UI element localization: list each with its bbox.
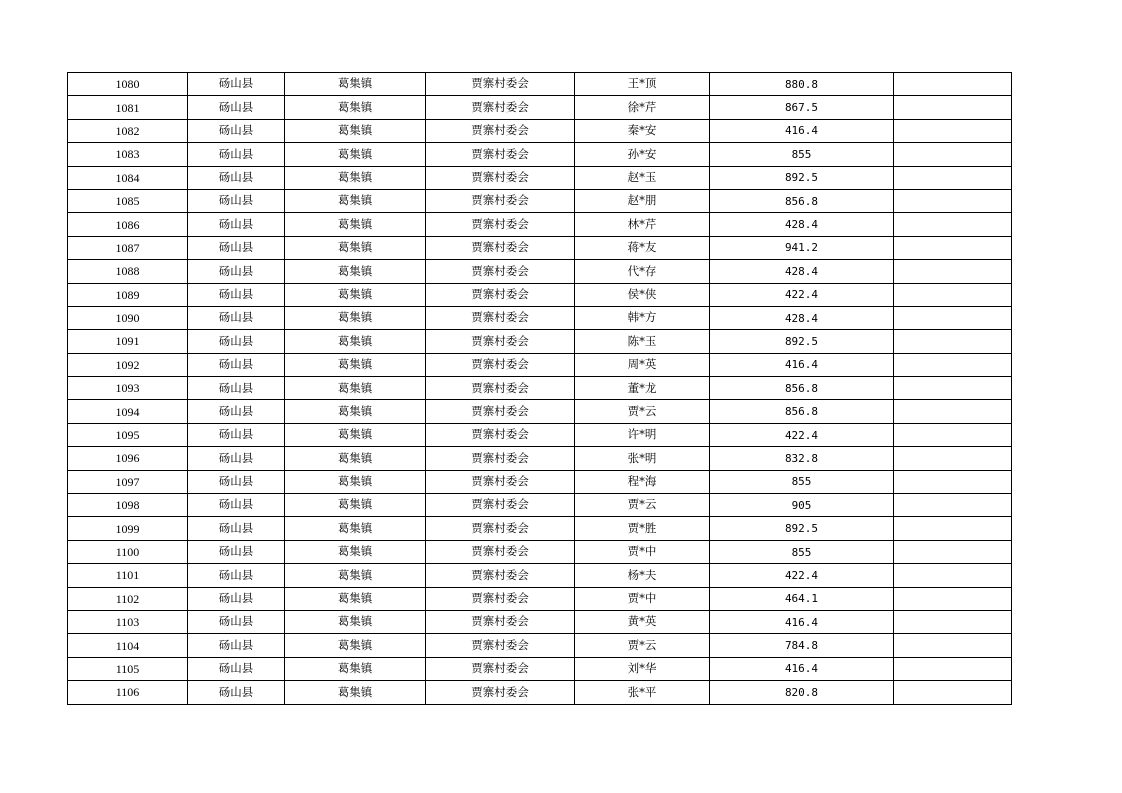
cell-serial-number: 1097 [68, 470, 188, 493]
cell-amount: 428.4 [710, 306, 894, 329]
cell-person-name: 杨*夫 [575, 564, 710, 587]
cell-serial-number: 1082 [68, 119, 188, 142]
cell-town: 葛集镇 [285, 260, 426, 283]
cell-serial-number: 1100 [68, 540, 188, 563]
cell-amount: 856.8 [710, 189, 894, 212]
cell-person-name: 贾*云 [575, 400, 710, 423]
cell-serial-number: 1101 [68, 564, 188, 587]
table-row [68, 166, 1012, 189]
cell-serial-number: 1105 [68, 657, 188, 680]
cell-remark [894, 73, 1012, 96]
cell-county: 砀山县 [188, 517, 285, 540]
cell-village-committee: 贾寨村委会 [426, 447, 575, 470]
cell-town: 葛集镇 [285, 330, 426, 353]
cell-amount: 422.4 [710, 564, 894, 587]
cell-serial-number: 1099 [68, 517, 188, 540]
cell-remark [894, 517, 1012, 540]
cell-town: 葛集镇 [285, 143, 426, 166]
cell-county: 砀山县 [188, 423, 285, 446]
cell-person-name: 王*顶 [575, 73, 710, 96]
cell-village-committee: 贾寨村委会 [426, 353, 575, 376]
cell-amount: 464.1 [710, 587, 894, 610]
cell-remark [894, 564, 1012, 587]
cell-serial-number: 1083 [68, 143, 188, 166]
table-row [68, 657, 1012, 680]
cell-remark [894, 494, 1012, 517]
cell-county: 砀山县 [188, 657, 285, 680]
table-row [68, 470, 1012, 493]
cell-town: 葛集镇 [285, 96, 426, 119]
cell-village-committee: 贾寨村委会 [426, 189, 575, 212]
cell-person-name: 贾*云 [575, 634, 710, 657]
table-row [68, 400, 1012, 423]
cell-remark [894, 681, 1012, 704]
table-row [68, 73, 1012, 96]
cell-county: 砀山县 [188, 330, 285, 353]
cell-village-committee: 贾寨村委会 [426, 143, 575, 166]
table-row [68, 610, 1012, 633]
cell-amount: 892.5 [710, 166, 894, 189]
cell-county: 砀山县 [188, 494, 285, 517]
cell-person-name: 陈*玉 [575, 330, 710, 353]
cell-village-committee: 贾寨村委会 [426, 587, 575, 610]
cell-amount: 428.4 [710, 260, 894, 283]
cell-village-committee: 贾寨村委会 [426, 540, 575, 563]
cell-county: 砀山县 [188, 540, 285, 563]
cell-village-committee: 贾寨村委会 [426, 236, 575, 259]
table-row [68, 494, 1012, 517]
cell-village-committee: 贾寨村委会 [426, 213, 575, 236]
cell-county: 砀山县 [188, 143, 285, 166]
table-row [68, 260, 1012, 283]
cell-county: 砀山县 [188, 166, 285, 189]
cell-serial-number: 1102 [68, 587, 188, 610]
cell-amount: 941.2 [710, 236, 894, 259]
cell-amount: 855 [710, 143, 894, 166]
cell-serial-number: 1084 [68, 166, 188, 189]
cell-remark [894, 540, 1012, 563]
cell-county: 砀山县 [188, 189, 285, 212]
cell-remark [894, 470, 1012, 493]
cell-serial-number: 1085 [68, 189, 188, 212]
cell-town: 葛集镇 [285, 447, 426, 470]
cell-person-name: 黄*英 [575, 610, 710, 633]
cell-serial-number: 1103 [68, 610, 188, 633]
cell-remark [894, 236, 1012, 259]
cell-person-name: 贾*胜 [575, 517, 710, 540]
cell-town: 葛集镇 [285, 213, 426, 236]
cell-serial-number: 1087 [68, 236, 188, 259]
cell-person-name: 董*龙 [575, 377, 710, 400]
cell-person-name: 周*英 [575, 353, 710, 376]
cell-county: 砀山县 [188, 73, 285, 96]
cell-person-name: 贾*中 [575, 587, 710, 610]
cell-amount: 855 [710, 470, 894, 493]
cell-person-name: 蒋*友 [575, 236, 710, 259]
cell-remark [894, 587, 1012, 610]
cell-remark [894, 657, 1012, 680]
cell-person-name: 贾*云 [575, 494, 710, 517]
cell-person-name: 侯*侠 [575, 283, 710, 306]
cell-person-name: 林*芹 [575, 213, 710, 236]
table-row [68, 353, 1012, 376]
cell-village-committee: 贾寨村委会 [426, 260, 575, 283]
cell-town: 葛集镇 [285, 423, 426, 446]
table-body [68, 73, 1012, 705]
cell-village-committee: 贾寨村委会 [426, 377, 575, 400]
cell-town: 葛集镇 [285, 610, 426, 633]
cell-remark [894, 213, 1012, 236]
cell-remark [894, 610, 1012, 633]
cell-amount: 867.5 [710, 96, 894, 119]
cell-county: 砀山县 [188, 353, 285, 376]
cell-remark [894, 283, 1012, 306]
cell-remark [894, 306, 1012, 329]
cell-county: 砀山县 [188, 306, 285, 329]
cell-village-committee: 贾寨村委会 [426, 634, 575, 657]
table-row [68, 143, 1012, 166]
cell-person-name: 张*平 [575, 681, 710, 704]
cell-town: 葛集镇 [285, 377, 426, 400]
cell-county: 砀山县 [188, 213, 285, 236]
cell-town: 葛集镇 [285, 306, 426, 329]
cell-county: 砀山县 [188, 634, 285, 657]
cell-town: 葛集镇 [285, 564, 426, 587]
table-row [68, 119, 1012, 142]
table-row [68, 283, 1012, 306]
cell-remark [894, 166, 1012, 189]
table-row [68, 213, 1012, 236]
cell-county: 砀山县 [188, 236, 285, 259]
cell-remark [894, 423, 1012, 446]
table-row [68, 587, 1012, 610]
cell-village-committee: 贾寨村委会 [426, 610, 575, 633]
cell-amount: 832.8 [710, 447, 894, 470]
cell-person-name: 孙*安 [575, 143, 710, 166]
cell-remark [894, 119, 1012, 142]
table-row [68, 330, 1012, 353]
cell-person-name: 韩*方 [575, 306, 710, 329]
cell-town: 葛集镇 [285, 166, 426, 189]
cell-person-name: 赵*朋 [575, 189, 710, 212]
cell-remark [894, 634, 1012, 657]
table-row [68, 517, 1012, 540]
data-table [67, 72, 1012, 705]
cell-amount: 416.4 [710, 610, 894, 633]
cell-amount: 905 [710, 494, 894, 517]
table-row [68, 306, 1012, 329]
cell-person-name: 许*明 [575, 423, 710, 446]
cell-county: 砀山县 [188, 377, 285, 400]
cell-village-committee: 贾寨村委会 [426, 517, 575, 540]
cell-amount: 428.4 [710, 213, 894, 236]
cell-person-name: 徐*芹 [575, 96, 710, 119]
cell-town: 葛集镇 [285, 517, 426, 540]
cell-county: 砀山县 [188, 470, 285, 493]
cell-remark [894, 330, 1012, 353]
cell-serial-number: 1090 [68, 306, 188, 329]
cell-town: 葛集镇 [285, 236, 426, 259]
cell-county: 砀山县 [188, 283, 285, 306]
cell-person-name: 刘*华 [575, 657, 710, 680]
cell-county: 砀山县 [188, 447, 285, 470]
cell-county: 砀山县 [188, 610, 285, 633]
table-row [68, 423, 1012, 446]
table-row [68, 634, 1012, 657]
cell-serial-number: 1086 [68, 213, 188, 236]
cell-serial-number: 1098 [68, 494, 188, 517]
cell-village-committee: 贾寨村委会 [426, 400, 575, 423]
cell-serial-number: 1092 [68, 353, 188, 376]
cell-county: 砀山县 [188, 681, 285, 704]
cell-amount: 422.4 [710, 423, 894, 446]
cell-remark [894, 96, 1012, 119]
cell-village-committee: 贾寨村委会 [426, 306, 575, 329]
cell-amount: 856.8 [710, 400, 894, 423]
cell-amount: 856.8 [710, 377, 894, 400]
cell-village-committee: 贾寨村委会 [426, 470, 575, 493]
cell-town: 葛集镇 [285, 587, 426, 610]
cell-amount: 416.4 [710, 353, 894, 376]
table-row [68, 447, 1012, 470]
cell-county: 砀山县 [188, 260, 285, 283]
cell-amount: 892.5 [710, 330, 894, 353]
cell-village-committee: 贾寨村委会 [426, 423, 575, 446]
cell-serial-number: 1091 [68, 330, 188, 353]
cell-village-committee: 贾寨村委会 [426, 119, 575, 142]
cell-county: 砀山县 [188, 400, 285, 423]
cell-remark [894, 189, 1012, 212]
cell-person-name: 张*明 [575, 447, 710, 470]
cell-village-committee: 贾寨村委会 [426, 73, 575, 96]
cell-town: 葛集镇 [285, 634, 426, 657]
cell-remark [894, 353, 1012, 376]
cell-person-name: 代*存 [575, 260, 710, 283]
cell-serial-number: 1106 [68, 681, 188, 704]
table-row [68, 540, 1012, 563]
cell-amount: 416.4 [710, 119, 894, 142]
cell-county: 砀山县 [188, 96, 285, 119]
cell-town: 葛集镇 [285, 400, 426, 423]
cell-amount: 416.4 [710, 657, 894, 680]
cell-remark [894, 400, 1012, 423]
cell-town: 葛集镇 [285, 119, 426, 142]
cell-person-name: 赵*玉 [575, 166, 710, 189]
table-row [68, 96, 1012, 119]
cell-village-committee: 贾寨村委会 [426, 283, 575, 306]
cell-village-committee: 贾寨村委会 [426, 96, 575, 119]
cell-serial-number: 1081 [68, 96, 188, 119]
cell-town: 葛集镇 [285, 494, 426, 517]
cell-amount: 880.8 [710, 73, 894, 96]
cell-town: 葛集镇 [285, 470, 426, 493]
cell-county: 砀山县 [188, 119, 285, 142]
cell-town: 葛集镇 [285, 657, 426, 680]
cell-village-committee: 贾寨村委会 [426, 330, 575, 353]
cell-serial-number: 1104 [68, 634, 188, 657]
cell-town: 葛集镇 [285, 189, 426, 212]
cell-town: 葛集镇 [285, 73, 426, 96]
cell-serial-number: 1093 [68, 377, 188, 400]
table-row [68, 564, 1012, 587]
cell-county: 砀山县 [188, 587, 285, 610]
cell-serial-number: 1095 [68, 423, 188, 446]
cell-remark [894, 260, 1012, 283]
cell-amount: 820.8 [710, 681, 894, 704]
table-row [68, 377, 1012, 400]
cell-town: 葛集镇 [285, 353, 426, 376]
cell-town: 葛集镇 [285, 540, 426, 563]
cell-person-name: 程*海 [575, 470, 710, 493]
table-row [68, 236, 1012, 259]
cell-remark [894, 447, 1012, 470]
cell-village-committee: 贾寨村委会 [426, 564, 575, 587]
cell-county: 砀山县 [188, 564, 285, 587]
cell-village-committee: 贾寨村委会 [426, 681, 575, 704]
cell-village-committee: 贾寨村委会 [426, 166, 575, 189]
cell-amount: 784.8 [710, 634, 894, 657]
cell-amount: 855 [710, 540, 894, 563]
cell-serial-number: 1089 [68, 283, 188, 306]
cell-serial-number: 1096 [68, 447, 188, 470]
cell-serial-number: 1094 [68, 400, 188, 423]
table-row [68, 189, 1012, 212]
table-row [68, 681, 1012, 704]
cell-remark [894, 377, 1012, 400]
cell-village-committee: 贾寨村委会 [426, 494, 575, 517]
cell-serial-number: 1088 [68, 260, 188, 283]
cell-serial-number: 1080 [68, 73, 188, 96]
cell-amount: 892.5 [710, 517, 894, 540]
cell-amount: 422.4 [710, 283, 894, 306]
cell-remark [894, 143, 1012, 166]
cell-person-name: 贾*中 [575, 540, 710, 563]
cell-village-committee: 贾寨村委会 [426, 657, 575, 680]
cell-person-name: 秦*安 [575, 119, 710, 142]
cell-town: 葛集镇 [285, 681, 426, 704]
cell-town: 葛集镇 [285, 283, 426, 306]
